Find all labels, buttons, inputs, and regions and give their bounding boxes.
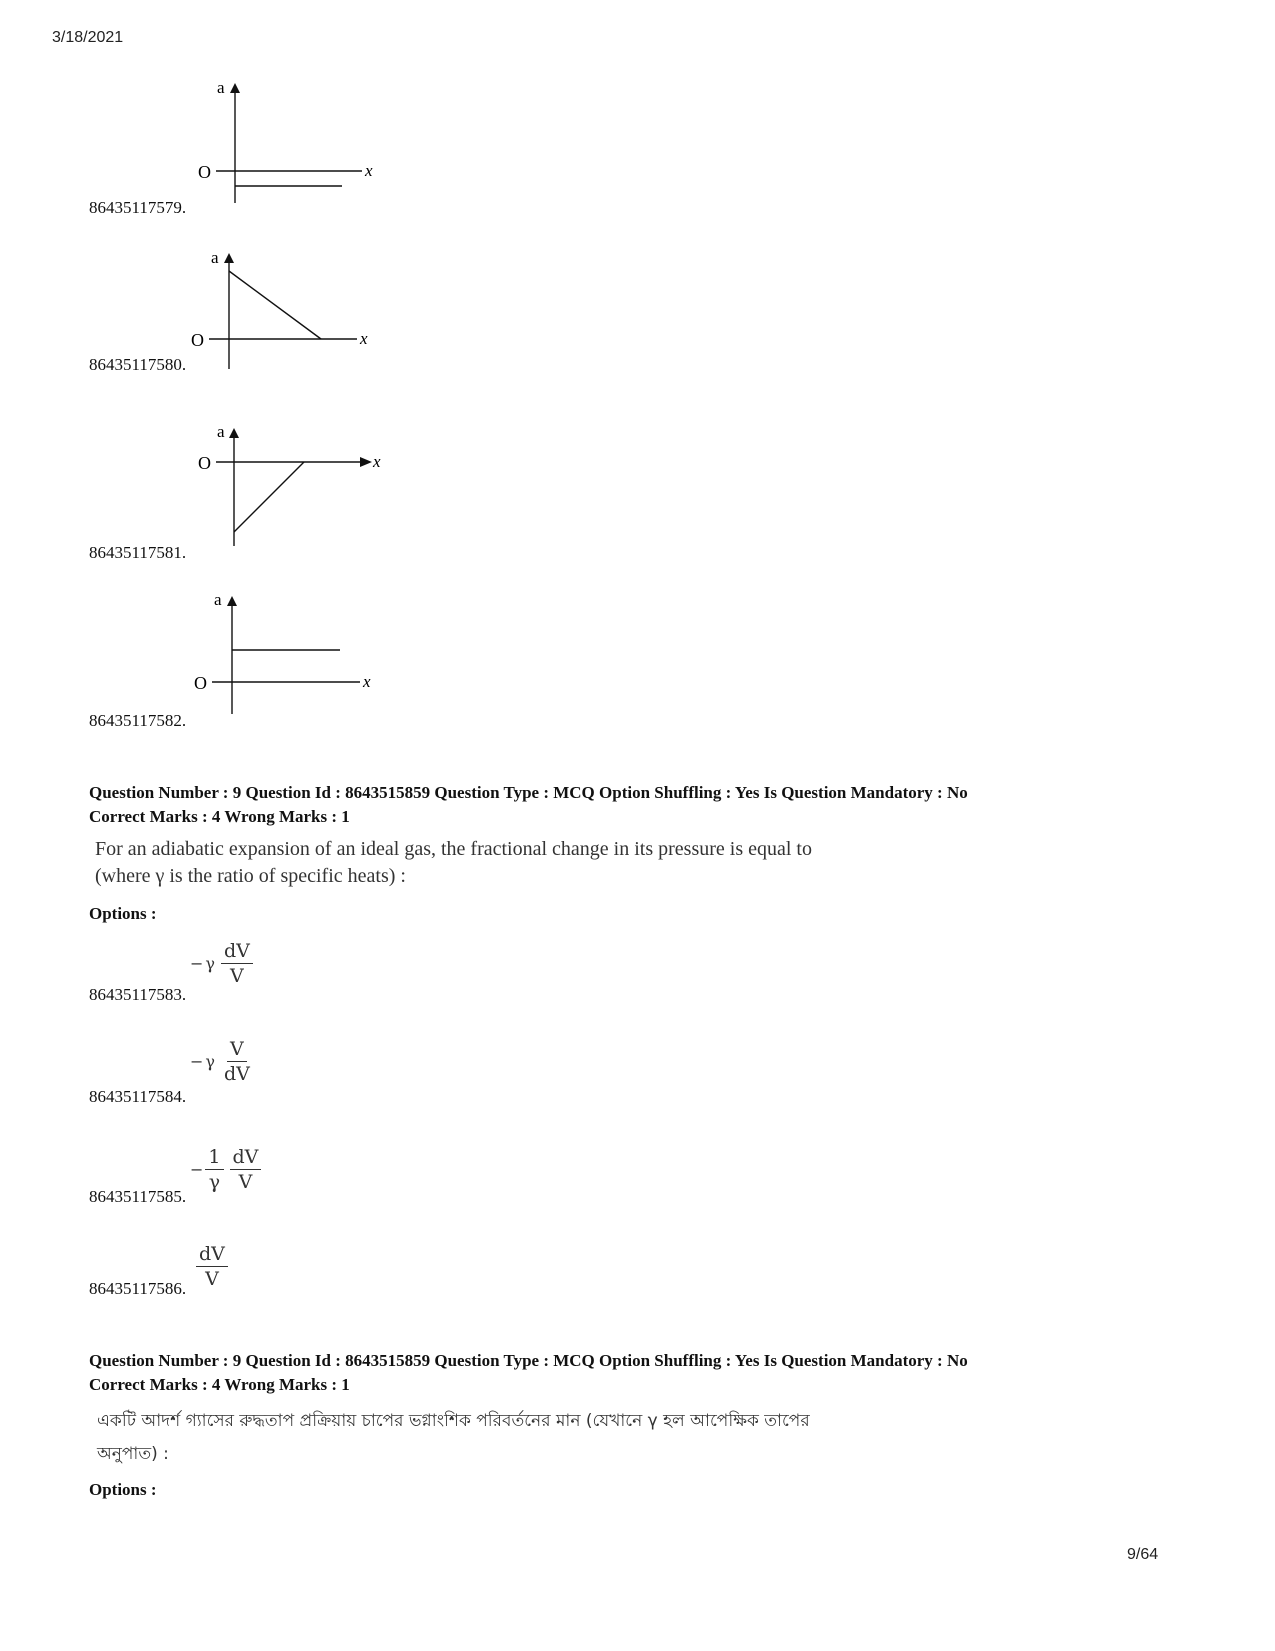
question-marks: Correct Marks : 4 Wrong Marks : 1 bbox=[89, 807, 350, 826]
formula-2-coef: γ bbox=[205, 1052, 215, 1071]
graph-2-origin: O bbox=[191, 330, 204, 350]
formula-option-4 bbox=[196, 1243, 228, 1290]
formula-3-sign: − bbox=[190, 1160, 204, 1179]
graph-option-3 bbox=[190, 420, 395, 550]
formula-3-coef-denominator: γ bbox=[208, 1171, 221, 1193]
option-id-6: 86435117584. bbox=[89, 1087, 187, 1106]
option-id-5: 86435117583. bbox=[89, 985, 187, 1004]
page-number: 9/64 bbox=[1127, 1546, 1159, 1563]
formula-option-3 bbox=[190, 1146, 261, 1193]
option-id-4: 86435117582. bbox=[89, 711, 187, 730]
option-id-3: 86435117581. bbox=[89, 543, 187, 562]
formula-3-fraction bbox=[230, 1146, 262, 1193]
question-meta: Question Number : 9 Question Id : 8643515859 Question Type : MCQ Option Shuffling : Yes Is Question Mandatory : No bbox=[89, 783, 968, 802]
formula-1-fraction bbox=[221, 940, 253, 987]
formula-1-numerator: dV bbox=[221, 940, 253, 964]
graph-2-x-label: x bbox=[360, 329, 368, 348]
question-meta-bn: Question Number : 9 Question Id : 8643515859 Question Type : MCQ Option Shuffling : Yes Is Question Mandatory : No bbox=[89, 1351, 968, 1370]
graph-4-y-label: a bbox=[214, 590, 222, 609]
formula-2-denominator: dV bbox=[223, 1063, 250, 1085]
formula-1-sign: − bbox=[190, 954, 204, 973]
question-text-line-1: For an adiabatic expansion of an ideal gas, the fractional change in its pressure is equal to bbox=[95, 838, 812, 860]
graph-4-origin: O bbox=[194, 673, 207, 693]
formula-option-2 bbox=[190, 1038, 253, 1085]
formula-option-1 bbox=[190, 940, 253, 987]
question-text-line-2: (where γ is the ratio of specific heats) : bbox=[95, 865, 406, 887]
formula-2-numerator: V bbox=[227, 1038, 247, 1062]
formula-4-fraction bbox=[196, 1243, 228, 1290]
question-marks-bn: Correct Marks : 4 Wrong Marks : 1 bbox=[89, 1375, 350, 1394]
graph-4-x-label: x bbox=[363, 672, 371, 691]
formula-3-coef-numerator: 1 bbox=[205, 1146, 223, 1170]
graph-option-4 bbox=[188, 588, 388, 718]
graph-1-x-label: x bbox=[365, 161, 373, 180]
option-id-1: 86435117579. bbox=[89, 198, 187, 217]
option-id-2: 86435117580. bbox=[89, 355, 187, 374]
formula-1-denominator: V bbox=[230, 965, 244, 987]
question-text-bn-line-1: একটি আদর্শ গ্যাসের রুদ্ধতাপ প্রক্রিয়ায় চাপের ভগ্নাংশিক পরিবর্তনের মান (যেখানে γ হল আপেক্ষিক তাপের bbox=[97, 1411, 810, 1431]
formula-3-numerator: dV bbox=[230, 1146, 262, 1170]
options-label: Options : bbox=[89, 904, 157, 923]
graph-option-2 bbox=[185, 245, 385, 375]
formula-4-denominator: V bbox=[205, 1268, 219, 1290]
graph-1-origin: O bbox=[198, 162, 211, 182]
graph-1-y-label: a bbox=[217, 78, 225, 97]
graph-option-1 bbox=[190, 75, 390, 210]
question-text-bn-line-2: অনুপাত) : bbox=[97, 1444, 169, 1464]
formula-1-coef: γ bbox=[205, 954, 215, 973]
formula-3-coef-fraction bbox=[205, 1146, 223, 1193]
option-id-8: 86435117586. bbox=[89, 1279, 187, 1298]
graph-3-x-label: x bbox=[373, 452, 381, 471]
graph-3-origin: O bbox=[198, 453, 211, 473]
print-date: 3/18/2021 bbox=[52, 29, 124, 46]
formula-2-fraction bbox=[221, 1038, 253, 1085]
option-id-7: 86435117585. bbox=[89, 1187, 187, 1206]
options-label-bn: Options : bbox=[89, 1480, 157, 1499]
graph-3-y-label: a bbox=[217, 422, 225, 441]
formula-3-denominator: V bbox=[238, 1171, 253, 1193]
formula-2-sign: − bbox=[190, 1052, 204, 1071]
formula-4-numerator: dV bbox=[196, 1243, 228, 1267]
graph-2-y-label: a bbox=[211, 248, 219, 267]
